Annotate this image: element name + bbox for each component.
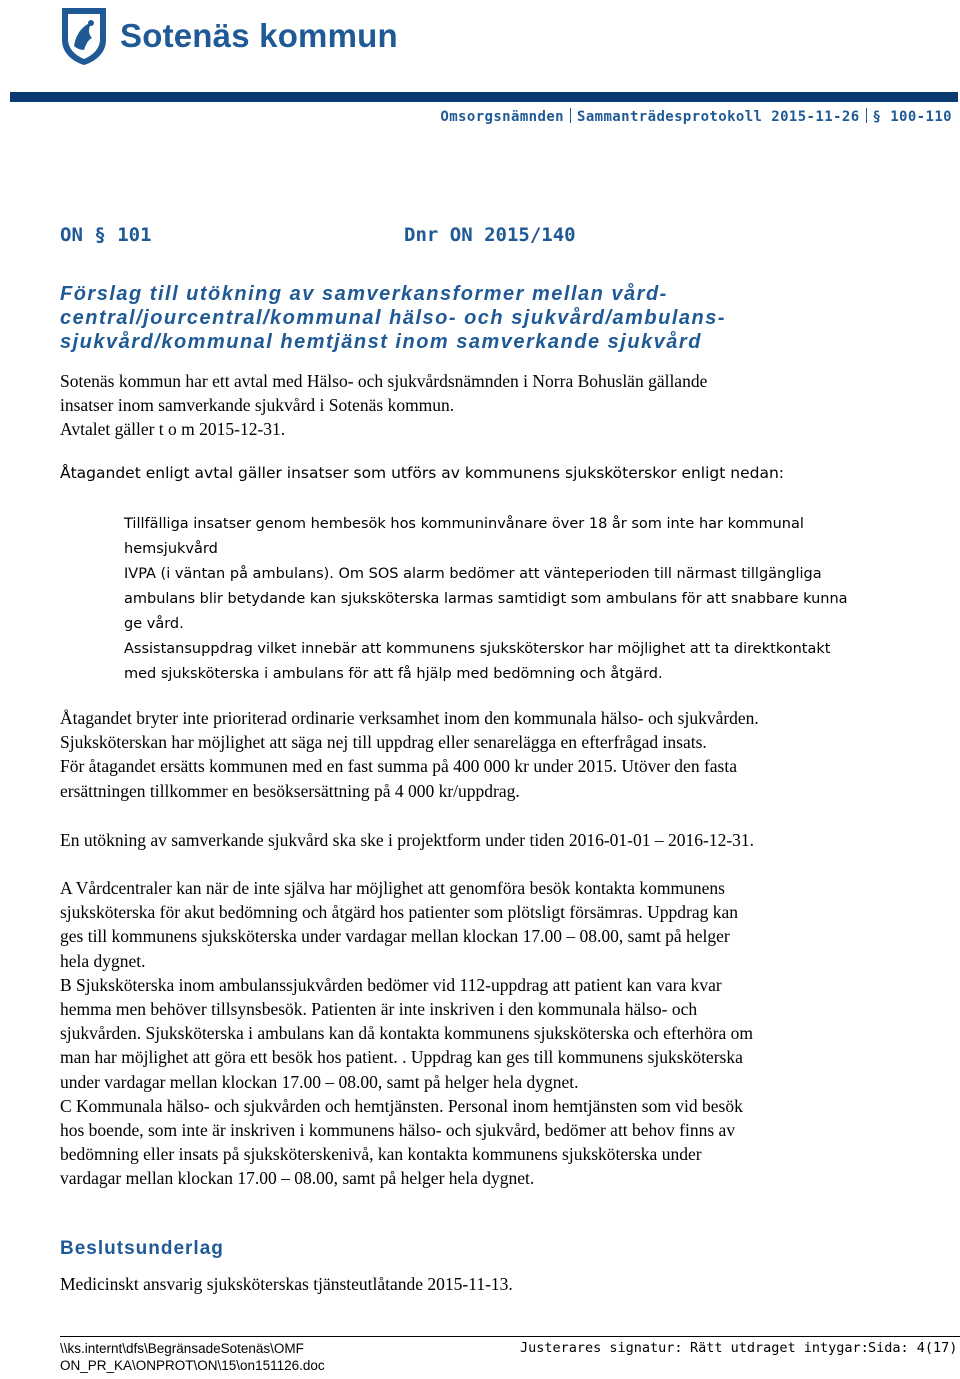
text-line: Åtagandet bryter inte prioriterad ordinarie verksamhet inom den kommunala hälso- och sjukvården. [60, 708, 759, 728]
text-line: ges till kommunens sjuksköterska under vardagar mellan klockan 17.00 – 08.00, samt på helger [60, 926, 730, 947]
page-title [60, 282, 920, 354]
text-line: insatser inom samverkande sjukvård i Sotenäs kommun. [60, 395, 455, 416]
footer-path-line: ON_PR_KA\ONPROT\ON\15\on151126.doc [60, 1358, 325, 1373]
title-line: sjukvård/kommunal hemtjänst inom samverkande sjukvård [60, 331, 702, 353]
footer-rule [60, 1336, 960, 1337]
text-line: Sotenäs kommun har ett avtal med Hälso- och sjukvårdsnämnden i Norra Bohuslän gällande [60, 371, 708, 391]
text-line: man har möjlighet att göra ett besök hos patient. . Uppdrag kan ges till kommunens sjuksköterska [60, 1047, 743, 1068]
list-item: med sjuksköterska i ambulans för att få hjälp med bedömning och åtgärd. [124, 666, 663, 682]
footer-path [60, 1340, 325, 1374]
title-line: Förslag till utökning av samverkansformer mellan vård- [60, 283, 668, 305]
text-line: Sjuksköterskan har möjlighet att säga nej till uppdrag eller senarelägga en efterfrågad insats. [60, 732, 707, 753]
basis-text: Medicinskt ansvarig sjuksköterskas tjänsteutlåtande 2015-11-13. [60, 1274, 513, 1294]
header-board: Omsorgsnämnden [440, 109, 564, 125]
paragraph-commitment [60, 706, 950, 803]
paragraph-scenarios [60, 876, 950, 1191]
header-section-range: § 100-110 [872, 109, 952, 125]
municipality-logo [58, 4, 398, 68]
commitment-list [124, 512, 944, 687]
list-item: hemsjukvård [124, 541, 218, 557]
footer-certified: Rätt utdraget intygar: [690, 1340, 869, 1356]
footer-path-line: \\ks.internt\dfs\BegränsadeSotenäs\OMF [60, 1341, 304, 1356]
title-line: central/jourcentral/kommunal hälso- och sjukvård/ambulans- [60, 307, 727, 329]
running-header [440, 108, 952, 125]
text-line: För åtagandet ersätts kommunen med en fast summa på 400 000 kr under 2015. Utöver den fasta [60, 756, 737, 777]
footer-adjuster-signature: Justerares signatur: [520, 1340, 683, 1356]
header-date: 2015-11-26 [771, 109, 860, 125]
list-item: Tillfälliga insatser genom hembesök hos kommuninvånare över 18 år som inte har kommunal [124, 516, 804, 532]
basis-heading: Beslutsunderlag [60, 1238, 224, 1259]
list-item: IVPA (i väntan på ambulans). Om SOS alarm bedömer att vänteperioden till närmast tillgängliga [124, 566, 822, 582]
case-dnr: Dnr ON 2015/140 [404, 224, 576, 246]
text-line: hemma men behöver tillsynsbesök. Patienten är inte inskriven i den kommunala hälso- och [60, 999, 698, 1020]
text-line: A Vårdcentraler kan när de inte själva har möjlighet att genomföra besök kontakta kommunens [60, 878, 725, 898]
text-line: sjuksköterska för akut bedömning och åtgärd hos patienter som plötsligt försämras. Uppdrag kan [60, 902, 738, 923]
shield-seal-icon [58, 6, 110, 66]
header-separator [570, 108, 571, 123]
text-line: Avtalet gäller t o m 2015-12-31. [60, 419, 286, 440]
header-doc-type: Sammanträdesprotokoll [576, 109, 763, 125]
list-item: ambulans blir betydande kan sjuksköterska larmas samtidigt som ambulans för att snabbare kunna [124, 591, 848, 607]
list-item: ge vård. [124, 616, 184, 632]
text-line: B Sjuksköterska inom ambulanssjukvården bedömer vid 112-uppdrag att patient kan vara kvar [60, 974, 722, 995]
text-line: C Kommunala hälso- och sjukvården och hemtjänsten. Personal inom hemtjänsten som vid besök [60, 1095, 743, 1116]
intro-paragraph [60, 369, 940, 442]
brand-name: Sotenäs kommun [120, 17, 398, 54]
text-line: hela dygnet. [60, 950, 146, 971]
header-rule [10, 92, 958, 102]
list-item: Assistansuppdrag vilket innebär att kommunens sjuksköterskor har möjlighet att ta direktkontakt [124, 641, 831, 657]
case-number: ON § 101 [60, 224, 152, 246]
text-line: bedömning eller insats på sjuksköterskenivå, kan kontakta kommunens sjuksköterska under [60, 1144, 702, 1165]
text-line: hos boende, som inte är inskriven i kommunens hälso- och sjukvård, bedömer att behov finns av [60, 1120, 736, 1141]
text-line: under vardagar mellan klockan 17.00 – 08.00, samt på helger hela dygnet. [60, 1071, 579, 1092]
text-line: ersättningen tillkommer en besöksersättning på 4 000 kr/uppdrag. [60, 780, 520, 801]
footer-page-number: Sida: 4(17) [868, 1340, 958, 1356]
commitment-intro: Åtagandet enligt avtal gäller insatser som utförs av kommunens sjuksköterskor enligt nedan: [60, 464, 784, 482]
text-line: vardagar mellan klockan 17.00 – 08.00, samt på helger hela dygnet. [60, 1168, 535, 1189]
text-line: sjukvården. Sjuksköterska i ambulans kan då kontakta kommunens sjuksköterska och efterhöra om [60, 1023, 754, 1044]
paragraph-project: En utökning av samverkande sjukvård ska ske i projektform under tiden 2016-01-01 – 2016-12-31. [60, 830, 755, 850]
header-separator [866, 108, 867, 123]
